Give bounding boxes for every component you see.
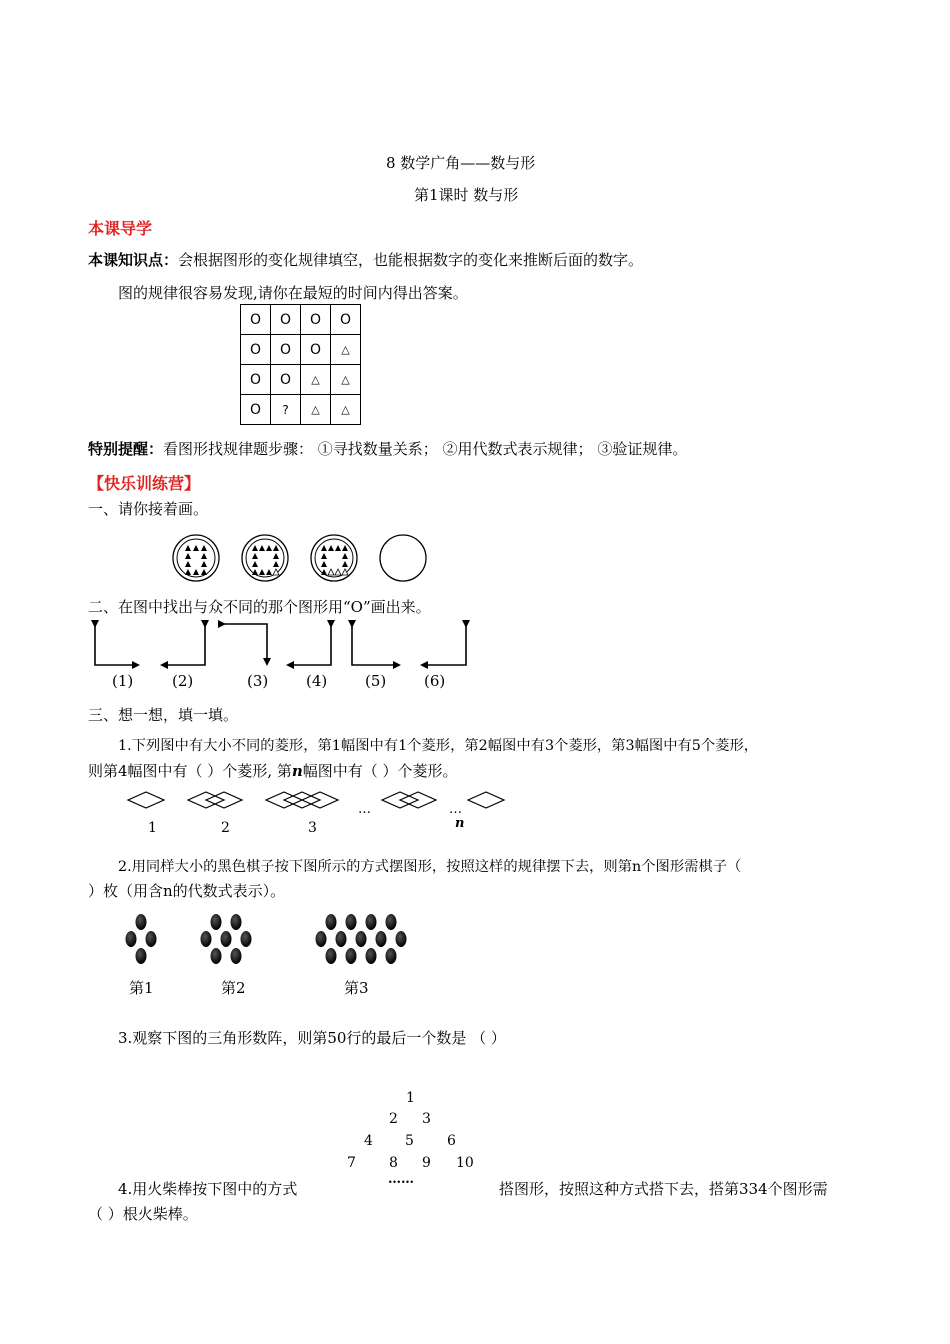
triangle-number: 2 [389, 1111, 398, 1127]
q3-3: 3.观察下图的三角形数阵，则第50行的最后一个数是 （ ） [118, 1029, 506, 1047]
q3-1-text-b: 幅图中有（ ）个菱形。 [302, 762, 458, 780]
q3-4-text-a: 4.用火柴棒按下图中的方式 [118, 1180, 298, 1198]
question-2: 二、在图中找出与众不同的那个图形用“O”画出来。 [88, 598, 431, 616]
arrow-label-1: (1) [112, 672, 134, 690]
arrow-label-5: (5) [365, 672, 387, 690]
knowledge-label: 本课知识点： [88, 251, 179, 269]
rhombus-figure-1 [128, 792, 164, 808]
arrow-shape-1 [95, 626, 138, 665]
arrow-label-6: (6) [424, 672, 446, 690]
triangle-number: 7 [347, 1155, 356, 1171]
chess-label-2: 第2 [221, 979, 246, 997]
chess-pieces-figure [120, 910, 420, 970]
lesson-title: 第1课时 数与形 [414, 186, 519, 204]
grid-cell: O [241, 305, 271, 335]
q3-1-text-a: 则第4幅图中有（ ）个菱形, 第 [88, 762, 292, 780]
rhombus-label-3: 3 [308, 820, 317, 836]
grid-cell: △ [331, 335, 361, 365]
tip-label: 特别提醒： [88, 440, 164, 458]
arrow-shape-4 [288, 626, 331, 665]
rhombus-figure-2 [188, 792, 242, 808]
arrow-shapes-figure [85, 618, 485, 674]
rhombus-label-n: n [455, 816, 465, 831]
circle-figure-1 [173, 535, 219, 581]
grid-cell: △ [331, 365, 361, 395]
knowledge-line [88, 249, 643, 270]
rhombus-label-1: 1 [148, 820, 157, 836]
tip-line [88, 438, 687, 459]
q3-4-text-b: 搭图形，按照这种方式搭下去，搭第334个图形需 [499, 1180, 828, 1198]
chess-label-3: 第3 [344, 979, 369, 997]
rhombus-figure-4 [382, 792, 436, 808]
q3-1-variable: n [291, 762, 303, 780]
q3-2-line2: ）枚（用含n的代数式表示）。 [88, 882, 286, 900]
chess-figure-2 [201, 914, 252, 964]
circle-figure-3 [311, 535, 357, 581]
triangle-number: 9 [422, 1155, 431, 1171]
arrow-label-4: (4) [306, 672, 328, 690]
rhombus-figure-3 [266, 792, 338, 808]
arrow-label-3: (3) [247, 672, 269, 690]
triangle-number: 8 [389, 1155, 398, 1171]
tip-text: 看图形找规律题步骤： ①寻找数量关系； ②用代数式表示规律； ③验证规律。 [163, 440, 688, 458]
arrow-shape-3 [224, 624, 267, 664]
q3-2-line1: 2.用同样大小的黑色棋子按下图所示的方式摆图形，按照这样的规律摆下去，则第n个图形需棋子（ [118, 859, 742, 875]
grid-cell: O [271, 305, 301, 335]
grid-cell: △ [301, 395, 331, 425]
rhombus-figure-n [468, 792, 504, 808]
arrow-label-2: (2) [172, 672, 194, 690]
chess-figure-3 [316, 914, 407, 964]
grid-cell: O [271, 365, 301, 395]
triangle-number: 10 [456, 1155, 474, 1171]
question-3: 三、想一想，填一填。 [88, 706, 239, 724]
triangle-number: 4 [364, 1133, 373, 1149]
grid-cell: △ [331, 395, 361, 425]
chess-figure-1 [126, 914, 157, 964]
question-1: 一、请你接着画。 [88, 500, 209, 518]
q3-4-dots: …… [388, 1172, 414, 1187]
grid-cell: △ [301, 365, 331, 395]
pattern-grid [240, 304, 361, 425]
arrow-shape-2 [162, 626, 205, 665]
triangle-number: 3 [422, 1111, 431, 1127]
empty-circle [380, 535, 426, 581]
rhombus-label-2: 2 [221, 820, 230, 836]
triangle-number: 1 [406, 1090, 415, 1106]
grid-cell: O [301, 305, 331, 335]
arrow-shape-6 [422, 626, 466, 665]
grid-cell: O [271, 335, 301, 365]
circle-figure-2 [242, 535, 288, 581]
rhombus-dots-2: … [449, 802, 462, 817]
guide-heading: 本课导学 [88, 219, 153, 238]
rhombus-dots-1: … [358, 802, 371, 817]
grid-cell: O [241, 395, 271, 425]
grid-cell-unknown: ? [271, 395, 301, 425]
grid-cell: O [331, 305, 361, 335]
camp-heading: 【快乐训练营】 [88, 474, 201, 493]
grid-cell: O [301, 335, 331, 365]
triangle-number: 5 [405, 1133, 414, 1149]
guide-intro: 图的规律很容易发现,请你在最短的时间内得出答案。 [118, 284, 468, 302]
triangle-number: 6 [447, 1133, 456, 1149]
knowledge-text: 会根据图形的变化规律填空，也能根据数字的变化来推断后面的数字。 [178, 251, 644, 269]
q3-4-line2: （ ）根火柴棒。 [88, 1205, 198, 1223]
chapter-title: 8 数学广角——数与形 [386, 154, 536, 172]
arrow-shape-5 [352, 626, 399, 665]
q3-1-line2 [88, 760, 458, 781]
q3-1-line1: 1.下列图中有大小不同的菱形，第1幅图中有1个菱形，第2幅图中有3个菱形，第3幅图中有5个菱形， [118, 738, 759, 754]
circle-sequence-figure [170, 532, 430, 584]
chess-label-1: 第1 [129, 979, 154, 997]
grid-cell: O [241, 365, 271, 395]
grid-cell: O [241, 335, 271, 365]
